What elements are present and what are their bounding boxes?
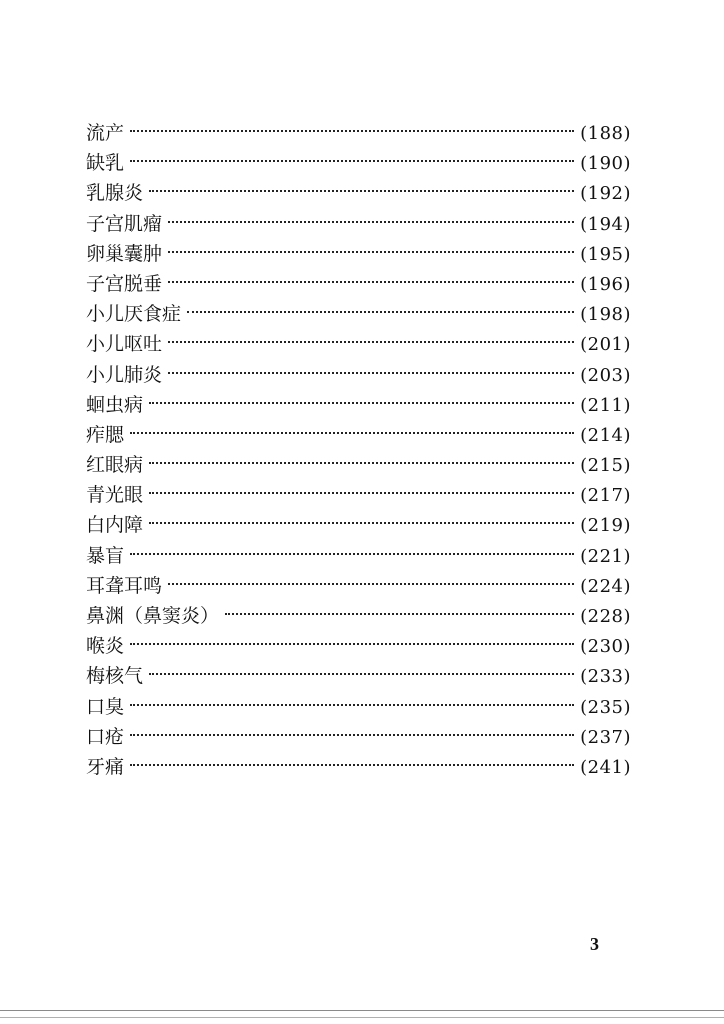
toc-entry-page: (211) [580,394,631,416]
toc-entry-page: (190) [580,153,631,175]
toc-entry [86,360,631,390]
toc-entry-page: (235) [580,696,631,718]
toc-entry [86,329,631,359]
toc-entry-page: (233) [580,666,631,688]
dot-leader [149,673,574,675]
toc-entry [86,420,631,450]
toc-entry-title: 口疮 [86,725,125,748]
toc-entry-title: 痄腮 [86,423,125,446]
toc-entry-page: (201) [580,334,631,356]
toc-entry-page: (241) [580,756,631,778]
toc-entry [86,722,631,752]
dot-leader [168,281,574,283]
page-number: 3 [590,934,599,954]
toc-entry [86,209,631,239]
toc-entry [86,692,631,722]
toc-entry-title: 子宫肌瘤 [86,212,163,235]
toc-entry-page: (192) [580,183,631,205]
toc-entry-page: (188) [580,123,631,144]
toc-entry-title: 白内障 [86,514,144,537]
toc-entry [86,178,631,208]
dot-leader [130,764,574,766]
toc-entry [86,269,631,299]
toc-entry [86,661,631,691]
toc-entry-title: 口臭 [86,695,125,718]
dot-leader [168,372,574,374]
toc-entry [86,541,631,571]
toc-entry-title: 梅核气 [86,665,144,688]
toc-entry [86,299,631,329]
toc-entry [86,118,631,148]
toc-entry [86,480,631,510]
dot-leader [168,341,574,343]
toc-entry-title: 喉炎 [86,635,125,658]
toc-entry-title: 卵巢囊肿 [86,242,163,265]
toc-entry-title: 小儿呕吐 [86,333,163,356]
toc-entry-page: (219) [580,515,631,537]
toc-entry-title: 小儿厌食症 [86,303,182,326]
toc-entry-page: (215) [580,455,631,477]
toc-entry [86,571,631,601]
dot-leader [168,583,574,585]
dot-leader [149,190,574,192]
toc-entry-title: 乳腺炎 [86,182,144,205]
dot-leader [130,160,574,162]
toc-entry [86,390,631,420]
toc-entry-title: 暴盲 [86,544,125,567]
dot-leader [168,251,574,253]
toc-entry-page: (198) [580,304,631,326]
toc-entry-title: 小儿肺炎 [86,363,163,386]
scan-edge-line [0,1010,724,1011]
toc-entry-page: (194) [580,213,631,235]
dot-leader [187,311,574,313]
dot-leader [225,613,574,615]
toc-entry-page: (195) [580,243,631,265]
table-of-contents [86,118,631,782]
dot-leader [149,522,574,524]
dot-leader [130,704,574,706]
toc-entry-title: 子宫脱垂 [86,272,163,295]
toc-entry-page: (237) [580,726,631,748]
toc-entry-page: (217) [580,485,631,507]
toc-entry [86,631,631,661]
toc-entry-title: 青光眼 [86,484,144,507]
dot-leader [130,130,574,132]
toc-entry [86,450,631,480]
toc-entry-page: (214) [580,424,631,446]
dot-leader [130,553,574,555]
toc-entry [86,752,631,782]
toc-entry-page: (221) [580,545,631,567]
toc-entry-page: (196) [580,273,631,295]
toc-entry [86,239,631,269]
toc-entry-title: 牙痛 [86,755,125,778]
dot-leader [149,402,574,404]
dot-leader [130,643,574,645]
dot-leader [130,734,574,736]
toc-entry [86,148,631,178]
dot-leader [130,432,574,434]
toc-entry-title: 红眼病 [86,454,144,477]
toc-entry [86,601,631,631]
toc-entry-page: (230) [580,636,631,658]
dot-leader [149,492,574,494]
toc-entry [86,510,631,540]
toc-entry-title: 蛔虫病 [86,393,144,416]
scan-edge-line [0,1017,724,1018]
toc-entry-page: (228) [580,606,631,627]
toc-entry-title: 耳聋耳鸣 [86,574,163,597]
dot-leader [149,462,574,464]
toc-entry-page: (224) [580,575,631,597]
toc-entry-title: 鼻渊（鼻窦炎） [86,605,220,627]
dot-leader [168,221,574,223]
toc-entry-page: (203) [580,364,631,386]
toc-entry-title: 缺乳 [86,152,125,175]
toc-entry-title: 流产 [86,122,125,144]
